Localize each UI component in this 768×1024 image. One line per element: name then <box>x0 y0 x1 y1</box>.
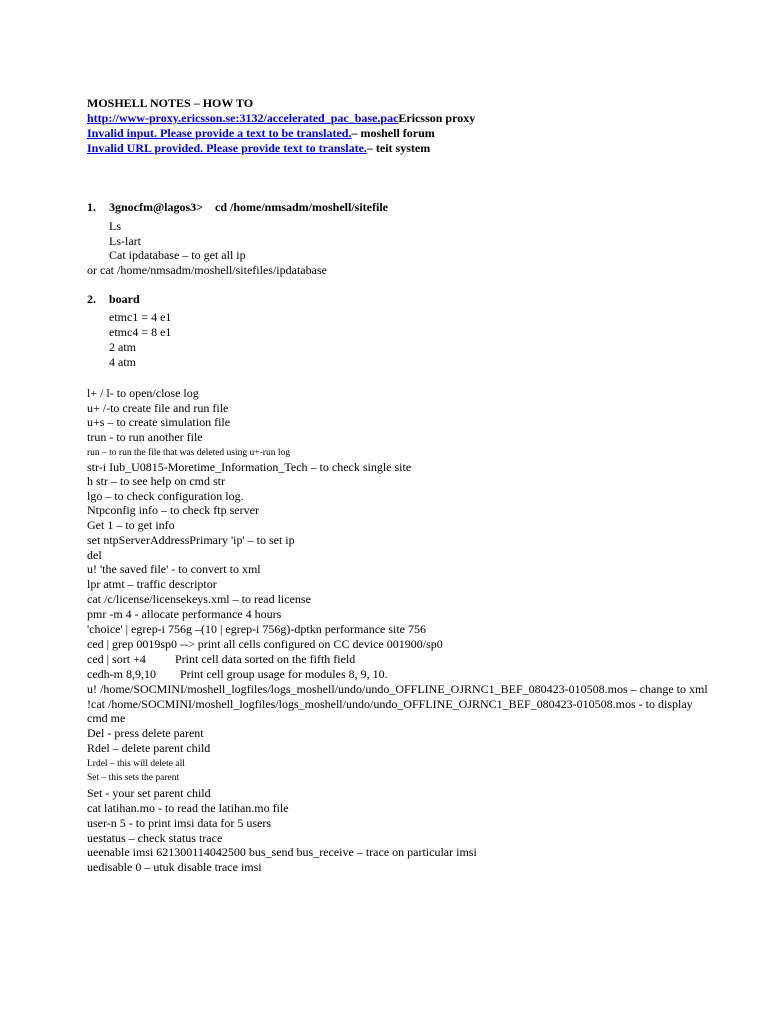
note-description: Print cell data sorted on the fifth field <box>175 652 356 666</box>
note-line: 'choice' | egrep-i 756g –(10 | egrep-i 756g)-dptkn performance site 756 <box>87 622 427 636</box>
note-line <box>87 652 355 666</box>
note-line: Rdel – delete parent child <box>87 741 211 755</box>
section-2-line: etmc1 = 4 e1 <box>109 310 172 324</box>
section-2-number: 2. <box>87 292 96 306</box>
note-line: user-n 5 - to print imsi data for 5 users <box>87 816 272 830</box>
section-1-line: Cat ipdatabase – to get all ip <box>109 248 246 262</box>
section-2-heading <box>87 292 140 306</box>
section-2-line: 4 atm <box>109 355 136 369</box>
note-line: cat latihan.mo - to read the latihan.mo file <box>87 801 289 815</box>
section-1-line: Ls-lart <box>109 234 141 248</box>
note-command: cedh-m 8,9,10 <box>87 667 156 681</box>
section-1-number: 1. <box>87 200 96 214</box>
teit-link-suffix: – teit system <box>366 141 431 155</box>
teit-link-line <box>87 141 479 155</box>
note-line: h str – to see help on cmd str <box>87 474 225 488</box>
note-line: !cat /home/SOCMINI/moshell_logfiles/logs_moshell/undo/undo_OFFLINE_OJRNC1_BEF_080423-010508.mos - to display <box>87 697 693 711</box>
note-line: run – to run the file that was deleted using u+-run log <box>87 448 290 458</box>
section-1-line: Ls <box>109 219 121 233</box>
note-line: uestatus – check status trace <box>87 831 223 845</box>
page-title: MOSHELL NOTES – HOW TO <box>87 96 254 110</box>
section-1-or-line: or cat /home/nmsadm/moshell/sitefiles/ipdatabase <box>87 263 327 277</box>
note-line: l+ / l- to open/close log <box>87 386 199 400</box>
note-line: ced | grep 0019sp0 --> print all cells configured on CC device 001900/sp0 <box>87 637 443 651</box>
note-line: cat /c/license/licensekeys.xml – to read license <box>87 592 311 606</box>
section-2-line: etmc4 = 8 e1 <box>109 325 172 339</box>
note-line <box>87 667 388 681</box>
note-line: cmd me <box>87 711 126 725</box>
proxy-link-line <box>87 111 475 125</box>
note-line: str-i Iub_U0815-Moretime_Information_Tech – to check single site <box>87 460 412 474</box>
note-line: uedisable 0 – utuk disable trace imsi <box>87 860 262 874</box>
note-line: Set – this sets the parent <box>87 773 180 783</box>
section-1-command: cd /home/nmsadm/moshell/sitefile <box>215 200 388 214</box>
proxy-link[interactable]: http://www-proxy.ericsson.se:3132/accelerated_pac_base.pac <box>87 111 399 125</box>
note-line: ueenable imsi 621300114042500 bus_send bus_receive – trace on particular imsi <box>87 845 477 859</box>
section-1-heading <box>87 200 388 214</box>
note-line: set ntpServerAddressPrimary 'ip' – to set ip <box>87 533 295 547</box>
teit-link[interactable]: Invalid URL provided. Please provide text to translate. <box>87 141 367 155</box>
note-line: u! /home/SOCMINI/moshell_logfiles/logs_moshell/undo/undo_OFFLINE_OJRNC1_BEF_080423-010508.mos – change to xml <box>87 682 708 696</box>
note-line: lgo – to check configuration log. <box>87 489 244 503</box>
note-line: Ntpconfig info – to check ftp server <box>87 503 259 517</box>
note-line: del <box>87 548 102 562</box>
forum-link[interactable]: Invalid input. Please provide a text to be translated. <box>87 126 352 140</box>
forum-link-line <box>87 126 435 140</box>
note-line: u+ /-to create file and run file <box>87 401 229 415</box>
section-1-prompt: 3gnocfm@lagos3> <box>109 200 203 214</box>
note-command: ced | sort +4 <box>87 652 146 666</box>
proxy-link-suffix: Ericsson proxy <box>398 111 476 125</box>
note-line: pmr -m 4 - allocate performance 4 hours <box>87 607 282 621</box>
note-line: lpr atmt – traffic descriptor <box>87 577 217 591</box>
note-line: u+s – to create simulation file <box>87 415 231 429</box>
section-2-title: board <box>109 292 140 306</box>
note-line: Get 1 – to get info <box>87 518 175 532</box>
note-description: Print cell group usage for modules 8, 9, 10. <box>180 667 388 681</box>
note-line: Del - press delete parent <box>87 726 204 740</box>
note-line: trun - to run another file <box>87 430 203 444</box>
note-line: u! 'the saved file' - to convert to xml <box>87 562 261 576</box>
section-2-line: 2 atm <box>109 340 136 354</box>
note-line: Set - your set parent child <box>87 786 211 800</box>
forum-link-suffix: – moshell forum <box>351 126 435 140</box>
note-line: Lrdel – this will delete all <box>87 759 185 769</box>
